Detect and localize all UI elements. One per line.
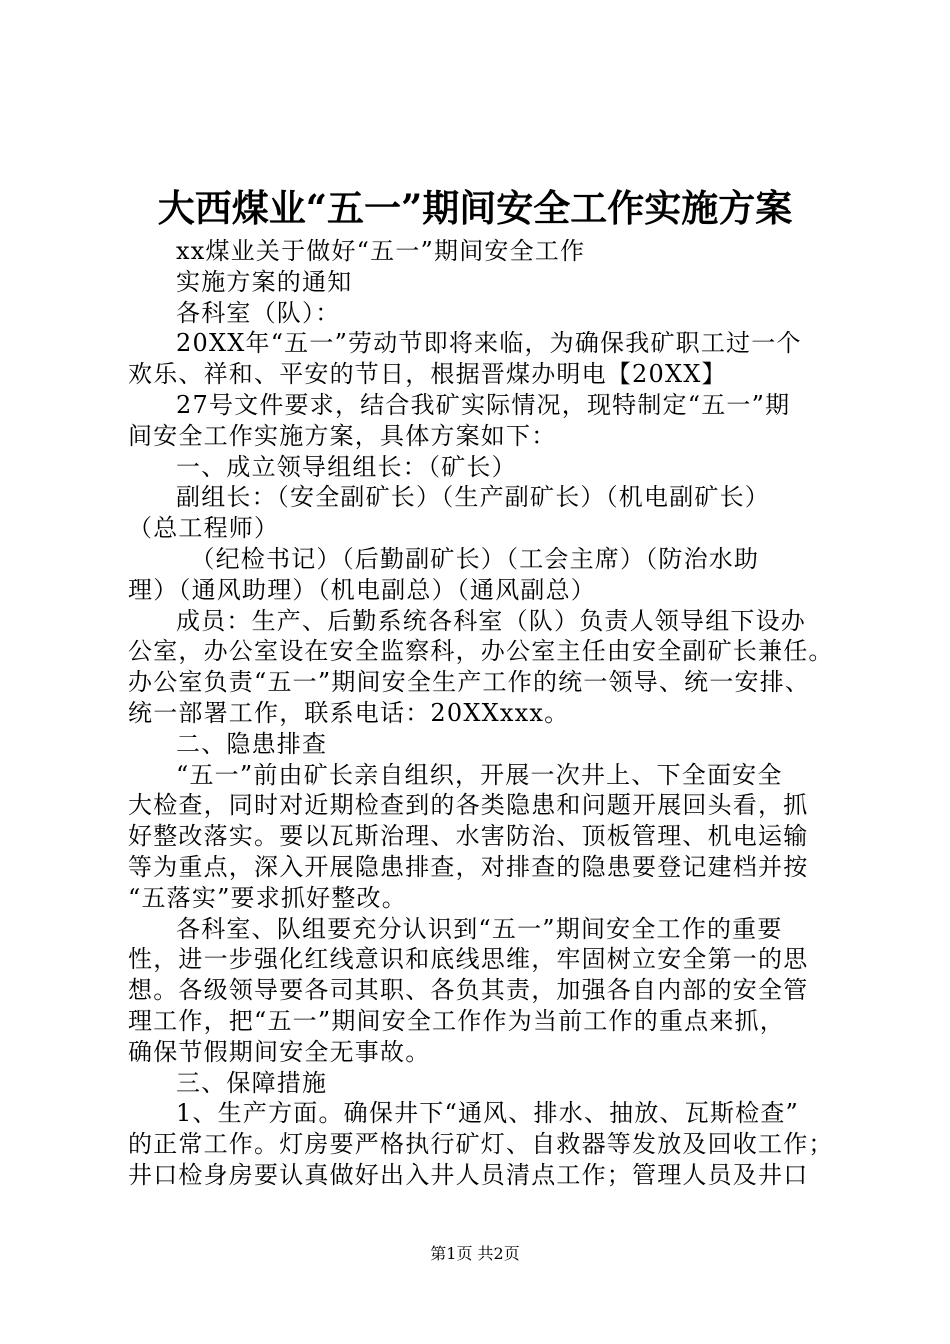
body-line: 办公室负责“五一”期间安全生产工作的统一领导、统一安排、 bbox=[128, 668, 811, 697]
page-footer: 第1页 共2页 bbox=[430, 1244, 520, 1263]
body-line: 各科室（队）： bbox=[176, 298, 341, 327]
body-line: 成员：生产、后勤系统各科室（队）负责人领导组下设办 bbox=[176, 606, 806, 635]
body-line: 欢乐、祥和、平安的节日，根据晋煤办明电【20XX】 bbox=[128, 360, 727, 389]
body-line: 井口检身房要认真做好出入井人员清点工作；管理人员及井口 bbox=[128, 1160, 809, 1189]
body-line: 大检查，同时对近期检查到的各类隐患和问题开展回头看，抓 bbox=[128, 791, 809, 820]
body-line: “五落实”要求抓好整改。 bbox=[128, 883, 407, 912]
body-line: 各科室、队组要充分认识到“五一”期间安全工作的重要 bbox=[176, 914, 783, 943]
document-body bbox=[128, 236, 850, 1191]
body-line: 三、保障措施 bbox=[176, 1068, 328, 1097]
body-line: 理工作，把“五一”期间安全工作作为当前工作的重点来抓， bbox=[128, 1006, 785, 1035]
body-line: 统一部署工作，联系电话：20XXxxx。 bbox=[128, 698, 570, 727]
body-line: 副组长：（安全副矿长）（生产副矿长）（机电副矿长） bbox=[176, 483, 770, 512]
body-line: 27号文件要求，结合我矿实际情况，现特制定“五一”期 bbox=[176, 390, 791, 419]
body-line: 好整改落实。要以瓦斯治理、水害防治、顶板管理、机电运输 bbox=[128, 822, 809, 851]
body-line: 1、生产方面。确保井下“通风、排水、抽放、瓦斯检查” bbox=[176, 1099, 800, 1128]
document-title: 大西煤业“五一”期间安全工作实施方案 bbox=[157, 186, 793, 230]
body-line: 想。各级领导要各司其职、各负其责，加强各自内部的安全管 bbox=[128, 976, 809, 1005]
body-line: xx煤业关于做好“五一”期间安全工作 bbox=[176, 237, 586, 265]
body-line: 实施方案的通知 bbox=[176, 267, 353, 296]
body-line: 一、成立领导组组长：（矿长） bbox=[176, 452, 517, 481]
body-line: 等为重点，深入开展隐患排查，对排查的隐患要登记建档并按 bbox=[128, 852, 809, 881]
body-line: “五一”前由矿长亲自组织，开展一次井上、下全面安全 bbox=[176, 760, 783, 789]
body-line: 性，进一步强化红线意识和底线思维，牢固树立安全第一的思 bbox=[128, 945, 809, 974]
body-line: （纪检书记）（后勤副矿长）（工会主席）（防治水助 bbox=[190, 544, 760, 573]
body-line: 确保节假期间安全无事故。 bbox=[128, 1037, 431, 1066]
body-line: 的正常工作。灯房要严格执行矿灯、自救器等发放及回收工作； bbox=[128, 1130, 834, 1159]
body-line: 公室，办公室设在安全监察科，办公室主任由安全副矿长兼任。 bbox=[128, 637, 834, 666]
body-line: 理）（通风助理）（机电副总）（通风副总） bbox=[128, 575, 596, 604]
body-line: （总工程师） bbox=[128, 514, 280, 543]
body-line: 二、隐患排查 bbox=[176, 729, 328, 758]
body-line: 20XX年“五一”劳动节即将来临，为确保我矿职工过一个 bbox=[176, 329, 802, 358]
body-line: 间安全工作实施方案，具体方案如下： bbox=[128, 421, 557, 450]
